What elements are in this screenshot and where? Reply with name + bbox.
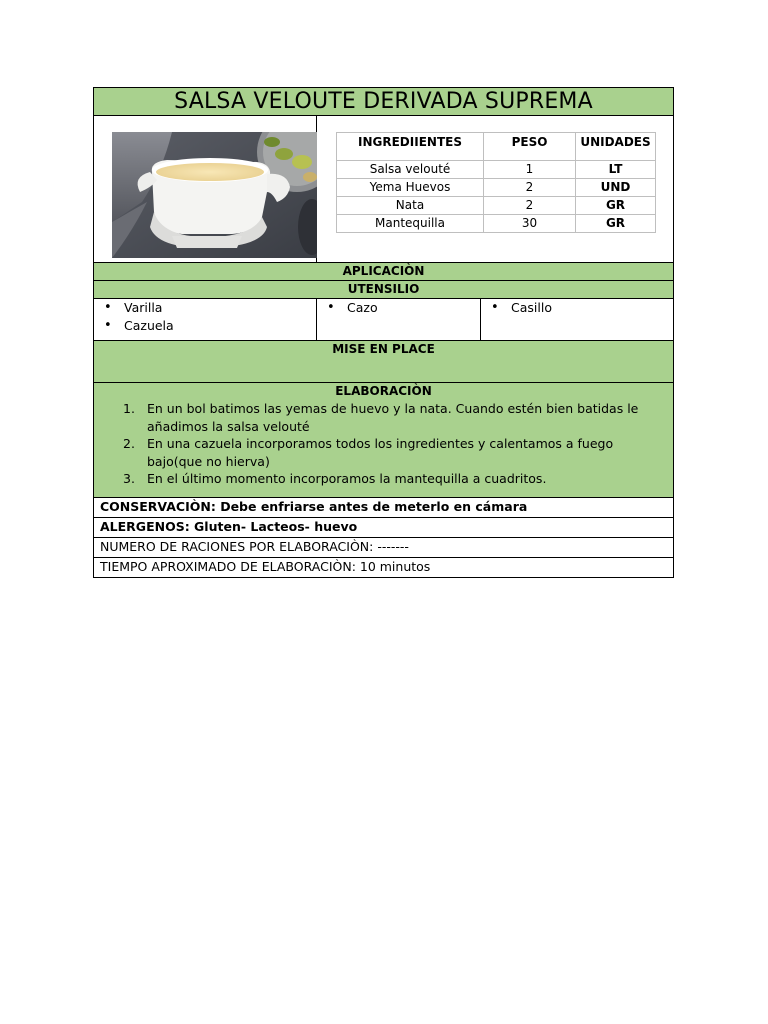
ingredient-unit: GR [576,215,656,233]
raciones-line: NUMERO DE RACIONES POR ELABORACIÒN: ------- [93,538,674,558]
tiempo-line: TIEMPO APROXIMADO DE ELABORACIÒN: 10 minutos [93,558,674,578]
table-row [337,197,656,215]
step-text: En el último momento incorporamos la mantequilla a cuadritos. [147,471,547,486]
ingredient-weight: 30 [484,215,576,233]
list-item: • Varilla [100,299,174,317]
step-text: En una cazuela incorporamos todos los ingredientes y calentamos a fuego bajo(que no hierva) [147,436,614,469]
ingredient-name: Mantequilla [337,215,484,233]
ingredient-weight: 2 [484,197,576,215]
list-item: • Casillo [487,299,552,317]
elaboracion-section [93,383,674,498]
list-item [94,435,675,470]
ingredients-cell [317,116,673,262]
aplicacion-header: APLICACIÒN [93,263,674,281]
step-number: 3. [123,471,135,486]
steps-list [94,400,675,488]
ingredient-unit: UND [576,179,656,197]
photo-cell [94,116,317,262]
list-item [94,400,675,435]
ingredients-table [336,132,656,233]
step-number: 2. [123,436,135,451]
table-row [337,161,656,179]
ingredient-name: Salsa velouté [337,161,484,179]
table-row [337,215,656,233]
step-text: En un bol batimos las yemas de huevo y la nata. Cuando estén bien batidas le añadimos la salsa velouté [147,401,639,434]
elaboracion-label: ELABORACIÒN [335,384,432,398]
utensil-column [481,299,673,340]
list-item: • Cazuela [100,317,174,335]
list-item: • Cazo [323,299,378,317]
list-item [94,470,675,488]
ingredient-weight: 2 [484,179,576,197]
header-weight: PESO [484,133,576,161]
alergenos-line: ALERGENOS: Gluten- Lacteos- huevo [93,518,674,538]
utensil-column [317,299,481,340]
ingredient-name: Nata [337,197,484,215]
utensils-row [93,299,674,341]
ingredient-unit: LT [576,161,656,179]
utensil-column [94,299,317,340]
step-number: 1. [123,401,135,416]
recipe-sheet [93,87,674,578]
ingredient-unit: GR [576,197,656,215]
header-ingredients: INGREDIIENTES [337,133,484,161]
ingredient-weight: 1 [484,161,576,179]
top-block [93,116,674,263]
ingredient-name: Yema Huevos [337,179,484,197]
sauce-boat-photo [112,132,317,258]
mise-en-place-section [93,341,674,383]
header-units: UNIDADES [576,133,656,161]
table-row [337,179,656,197]
conservacion-line: CONSERVACIÒN: Debe enfriarse antes de meterlo en cámara [93,498,674,518]
recipe-title: SALSA VELOUTE DERIVADA SUPREMA [93,87,674,116]
utensilio-header: UTENSILIO [93,281,674,299]
mise-en-place-label: MISE EN PLACE [332,342,435,356]
